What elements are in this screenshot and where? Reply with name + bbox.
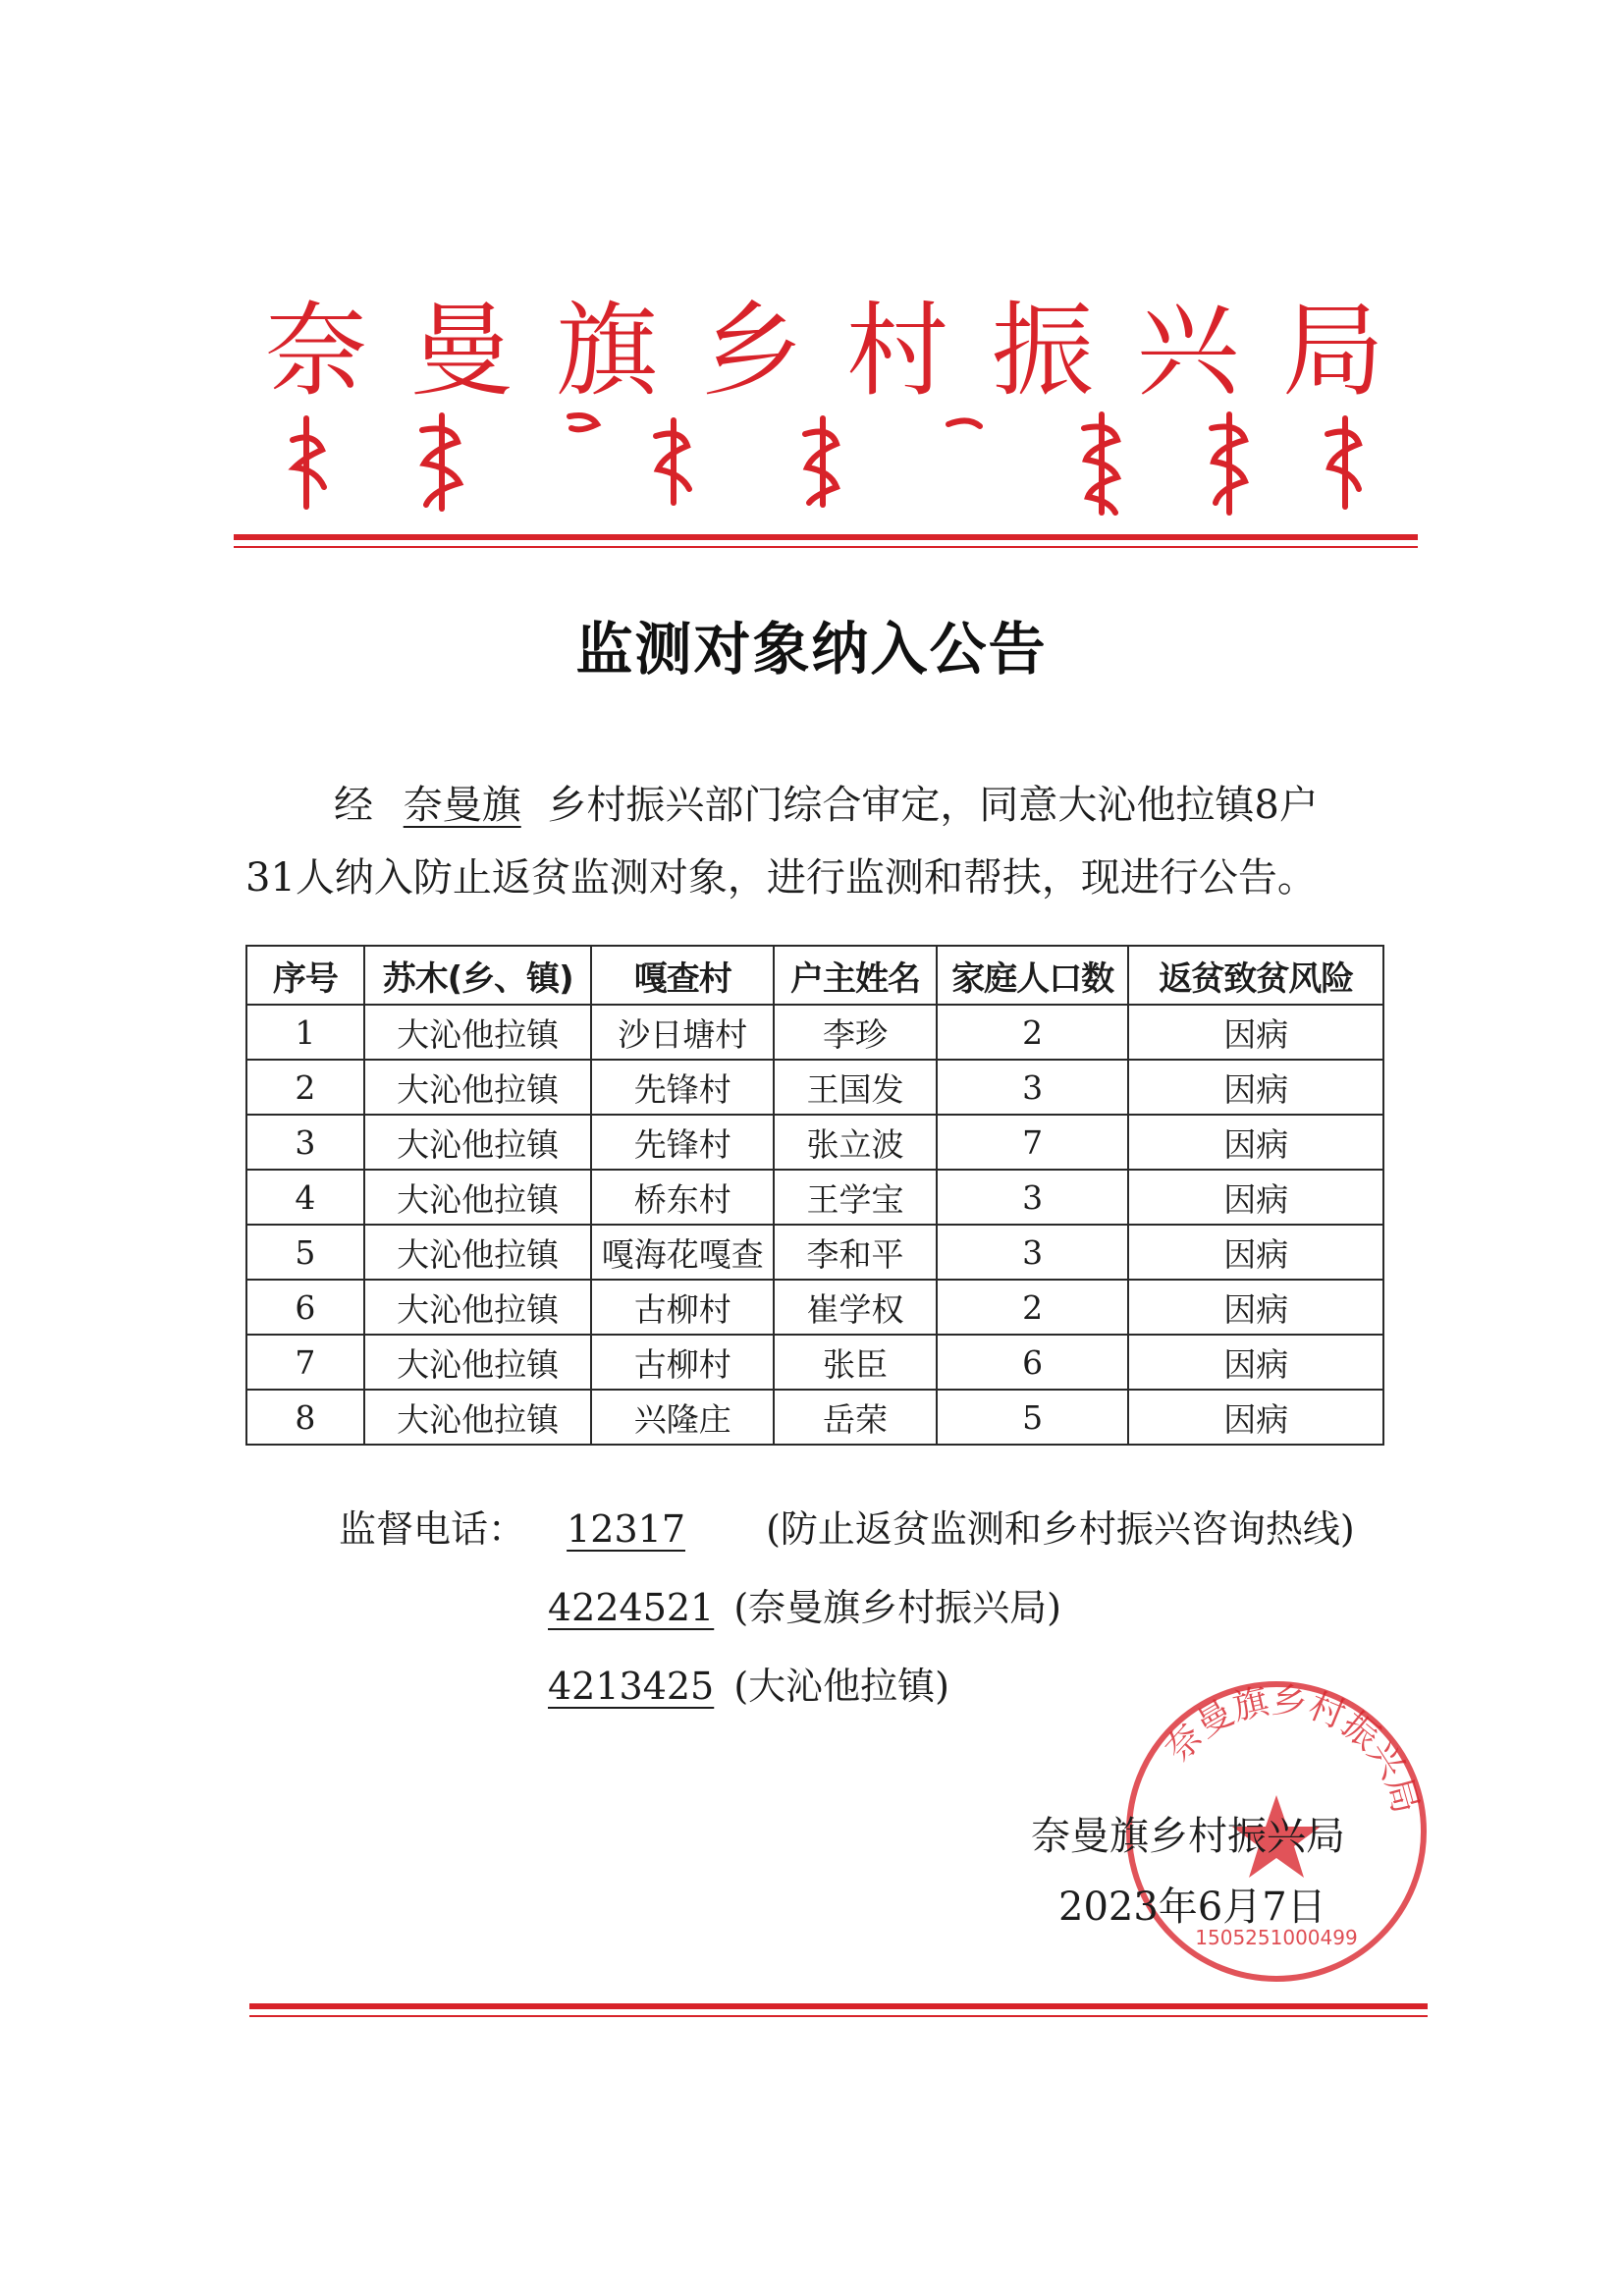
contact-line-3 xyxy=(548,1656,949,1710)
cell-township: 大沁他拉镇 xyxy=(364,1280,592,1335)
letterhead-char: 振 xyxy=(991,291,1094,410)
cell-family-size: 2 xyxy=(937,1280,1129,1335)
letterhead-char: 兴 xyxy=(1136,291,1239,410)
cell-family-size: 5 xyxy=(937,1390,1129,1445)
cell-family-size: 3 xyxy=(937,1060,1129,1115)
para-place: 奈曼旗 xyxy=(403,783,521,828)
cell-family-size: 6 xyxy=(937,1335,1129,1390)
cell-risk: 因病 xyxy=(1128,1115,1383,1170)
table-row xyxy=(246,1390,1383,1445)
contact-phone: 4224521 xyxy=(548,1586,715,1629)
header-rule-thick xyxy=(234,534,1418,540)
letterhead-title xyxy=(265,287,1384,414)
table-row xyxy=(246,1115,1383,1170)
cell-village: 嘎海花嘎查 xyxy=(591,1225,774,1280)
cell-family-size: 3 xyxy=(937,1225,1129,1280)
cell-village: 古柳村 xyxy=(591,1280,774,1335)
mongol-word xyxy=(293,418,324,507)
cell-risk: 因病 xyxy=(1128,1170,1383,1225)
cell-village: 沙日塘村 xyxy=(591,1005,774,1060)
cell-index: 5 xyxy=(246,1225,364,1280)
cell-family-size: 3 xyxy=(937,1170,1129,1225)
svg-text:奈曼旗乡村振兴局 xyxy=(1158,1680,1426,1818)
notice-paragraph-line-2: 31人纳入防止返贫监测对象，进行监测和帮扶，现进行公告。 xyxy=(245,855,1317,901)
cell-householder: 李和平 xyxy=(774,1225,937,1280)
cell-risk: 因病 xyxy=(1128,1225,1383,1280)
cell-village: 桥东村 xyxy=(591,1170,774,1225)
mongolian-script-line xyxy=(285,410,1375,519)
cell-index: 7 xyxy=(246,1335,364,1390)
seal-arc-text: 奈曼旗乡村振兴局 xyxy=(1158,1680,1427,1818)
cell-risk: 因病 xyxy=(1128,1005,1383,1060)
mongol-word xyxy=(569,415,597,429)
cell-village: 先锋村 xyxy=(591,1115,774,1170)
contact-line-2 xyxy=(548,1577,1061,1631)
footer-rule-thin xyxy=(249,2015,1428,2017)
table-row xyxy=(246,1060,1383,1115)
header-risk: 返贫致贫风险 xyxy=(1128,946,1383,1005)
mongol-word xyxy=(948,420,980,426)
mongol-word xyxy=(656,420,689,503)
contact-desc: (防止返贫监测和乡村振兴咨询热线) xyxy=(766,1507,1355,1551)
footer-rule-thick xyxy=(249,2003,1428,2009)
contact-label: 监督电话： xyxy=(339,1507,526,1551)
contact-phone: 12317 xyxy=(567,1507,685,1551)
para-prefix: 经 xyxy=(334,783,373,828)
mongol-word xyxy=(1084,414,1117,513)
cell-householder: 张立波 xyxy=(774,1115,937,1170)
mongol-word xyxy=(805,418,837,505)
cell-township: 大沁他拉镇 xyxy=(364,1115,592,1170)
table-row xyxy=(246,1225,1383,1280)
para-rest: 乡村振兴部门综合审定，同意大沁他拉镇8户 xyxy=(547,783,1319,828)
cell-township: 大沁他拉镇 xyxy=(364,1170,592,1225)
mongol-word xyxy=(422,415,460,509)
letterhead-char: 奈 xyxy=(265,291,368,410)
contact-line-1 xyxy=(339,1499,1355,1553)
contact-desc: (奈曼旗乡村振兴局) xyxy=(733,1586,1061,1629)
cell-householder: 李珍 xyxy=(774,1005,937,1060)
cell-householder: 岳荣 xyxy=(774,1390,937,1445)
cell-village: 先锋村 xyxy=(591,1060,774,1115)
cell-township: 大沁他拉镇 xyxy=(364,1005,592,1060)
contact-phone: 4213425 xyxy=(548,1665,715,1708)
mongol-word xyxy=(1327,418,1359,507)
header-rule-thin xyxy=(234,546,1418,548)
letterhead-char: 局 xyxy=(1281,291,1384,410)
contact-desc: (大沁他拉镇) xyxy=(733,1665,949,1708)
cell-index: 6 xyxy=(246,1280,364,1335)
cell-risk: 因病 xyxy=(1128,1060,1383,1115)
cell-index: 4 xyxy=(246,1170,364,1225)
cell-township: 大沁他拉镇 xyxy=(364,1225,592,1280)
cell-householder: 王国发 xyxy=(774,1060,937,1115)
cell-village: 兴隆庄 xyxy=(591,1390,774,1445)
table-row xyxy=(246,1170,1383,1225)
signature-org: 奈曼旗乡村振兴局 xyxy=(1031,1814,1345,1859)
seal-number: 1505251000499 xyxy=(1195,1926,1358,1949)
cell-family-size: 2 xyxy=(937,1005,1129,1060)
header-householder: 户主姓名 xyxy=(774,946,937,1005)
header-township: 苏木(乡、镇) xyxy=(364,946,592,1005)
letterhead-char: 旗 xyxy=(555,291,658,410)
table-header-row xyxy=(246,946,1383,1005)
cell-index: 3 xyxy=(246,1115,364,1170)
header-village: 嘎查村 xyxy=(591,946,774,1005)
letterhead-char: 曼 xyxy=(409,291,513,410)
header-index: 序号 xyxy=(246,946,364,1005)
cell-township: 大沁他拉镇 xyxy=(364,1390,592,1445)
letterhead-char: 乡 xyxy=(700,291,803,410)
monitor-table xyxy=(245,945,1384,1446)
cell-risk: 因病 xyxy=(1128,1280,1383,1335)
cell-index: 1 xyxy=(246,1005,364,1060)
header-family-size: 家庭人口数 xyxy=(937,946,1129,1005)
notice-title: 监测对象纳入公告 xyxy=(575,616,1048,683)
table-row xyxy=(246,1005,1383,1060)
cell-risk: 因病 xyxy=(1128,1390,1383,1445)
letterhead-char: 村 xyxy=(845,291,948,410)
cell-householder: 张臣 xyxy=(774,1335,937,1390)
table-row xyxy=(246,1335,1383,1390)
table-row xyxy=(246,1280,1383,1335)
cell-index: 8 xyxy=(246,1390,364,1445)
cell-village: 古柳村 xyxy=(591,1335,774,1390)
cell-index: 2 xyxy=(246,1060,364,1115)
notice-paragraph-line-1 xyxy=(334,783,1319,828)
signature-date: 2023年6月7日 xyxy=(1058,1885,1326,1930)
cell-township: 大沁他拉镇 xyxy=(364,1335,592,1390)
mongol-word xyxy=(1212,414,1245,513)
cell-householder: 崔学权 xyxy=(774,1280,937,1335)
cell-township: 大沁他拉镇 xyxy=(364,1060,592,1115)
cell-householder: 王学宝 xyxy=(774,1170,937,1225)
cell-family-size: 7 xyxy=(937,1115,1129,1170)
cell-risk: 因病 xyxy=(1128,1335,1383,1390)
